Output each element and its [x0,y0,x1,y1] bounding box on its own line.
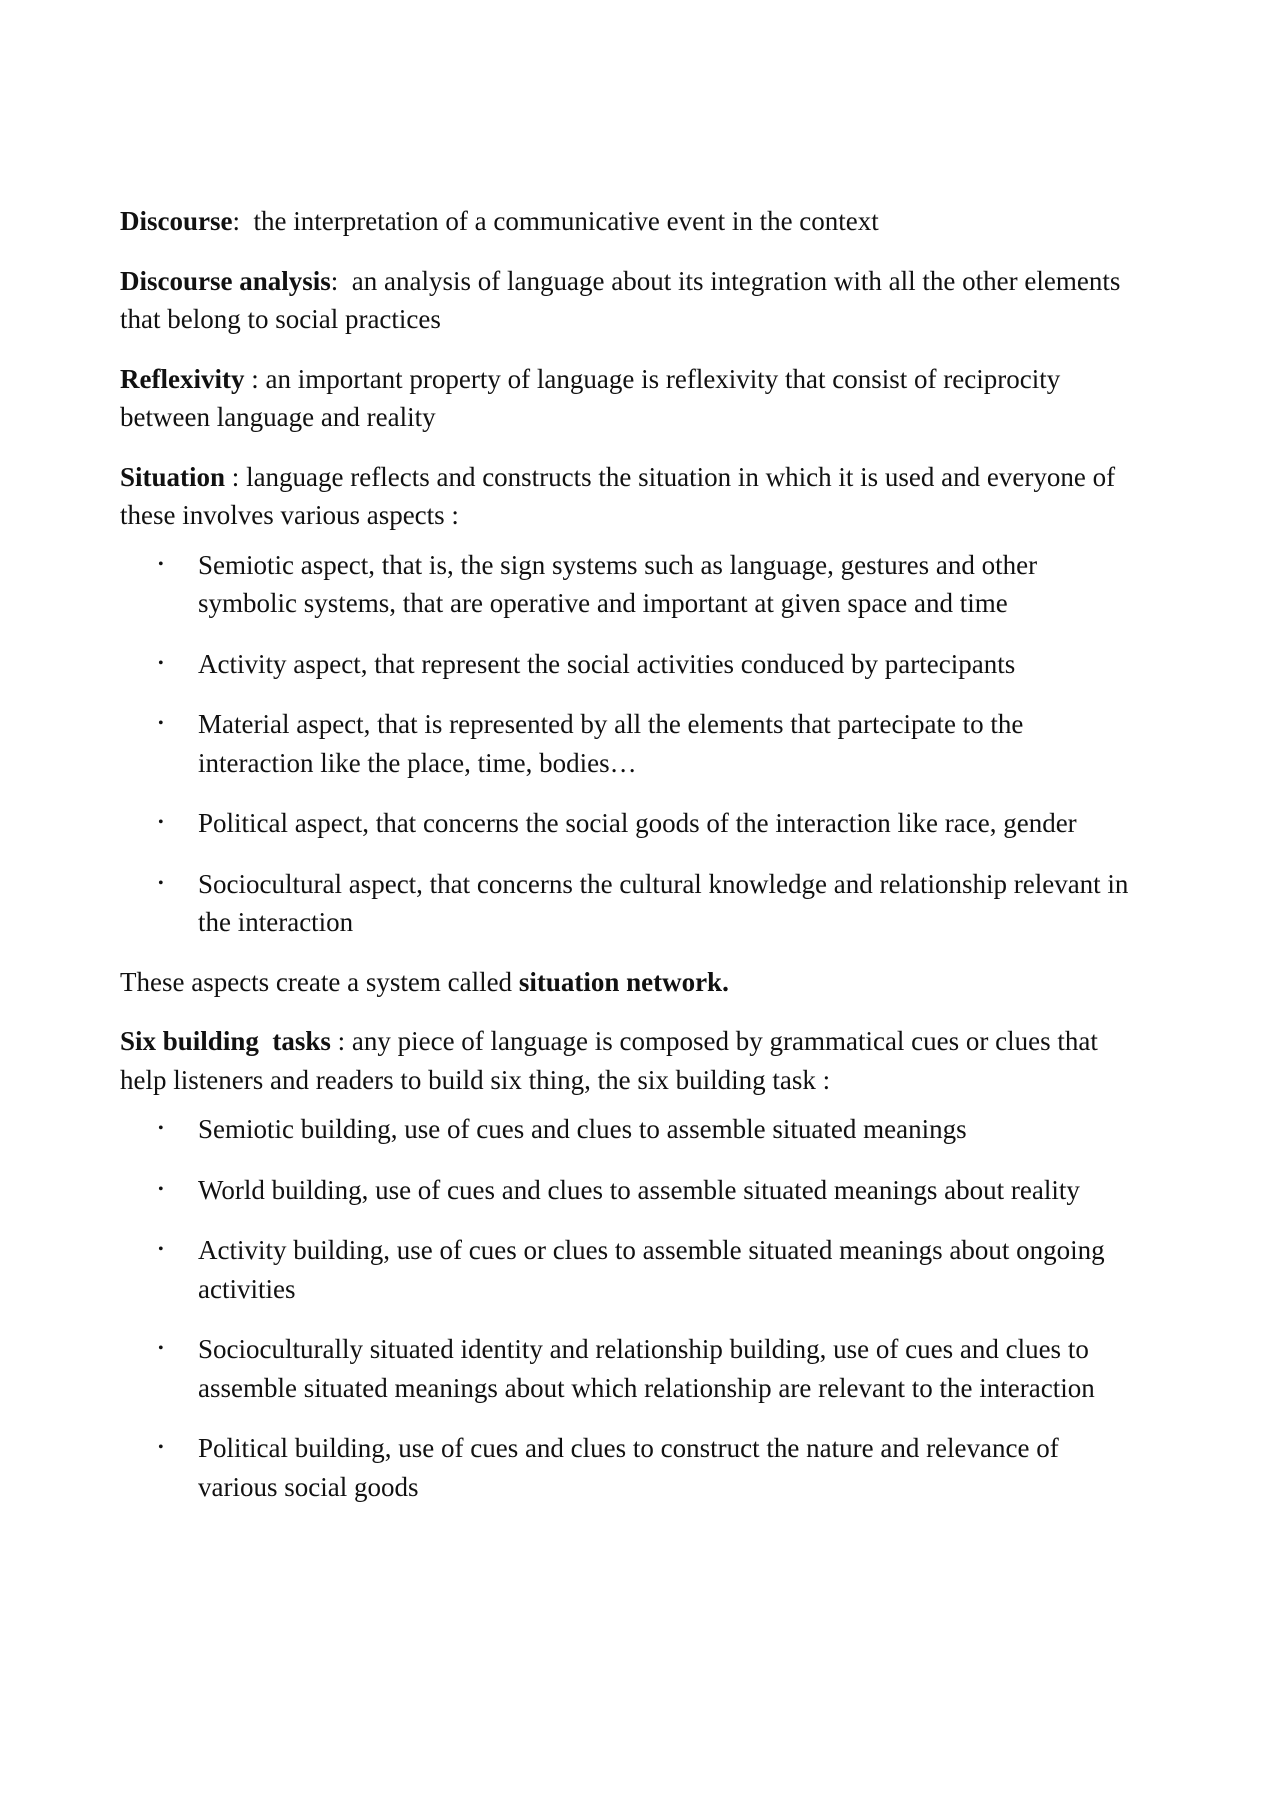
situation-network-term: situation network. [518,966,729,997]
list-item-text: Political aspect, that concerns the social goods of the interaction like race, gender [198,808,1077,838]
list-item [120,1330,1130,1407]
bullet-icon: • [158,555,164,573]
list-item-text: Activity aspect, that represent the social activities conduced by partecipants [198,648,1016,679]
list-item-text: Political building, use of cues and clues to construct the nature and relevance of various social goods [198,1433,1059,1502]
list-item [120,546,1130,623]
separator: : [232,206,254,236]
list-item [120,645,1130,684]
sentence-prefix: These aspects create a system called [120,966,519,997]
list-item [120,705,1130,782]
list-item [120,1171,1130,1210]
list-item [120,865,1130,942]
situation-network-sentence [120,963,1130,1002]
separator: : [330,265,352,296]
situation-aspects-list [120,546,1130,942]
list-item-text: Socioculturally situated identity and relationship building, use of cues and clues to assemble situated meanings about which relationship are relevant to the interaction [198,1334,1095,1403]
list-item-text: World building, use of cues and clues to assemble situated meanings about reality [198,1174,1080,1205]
bullet-icon: • [158,1241,164,1258]
definition-text: an analysis of language about its integration with all the other elements that belong to social practices [120,265,1121,334]
list-item-text: Semiotic aspect, that is, the sign systems such as language, gestures and other symbolic systems, that are operative and important at given space and time [198,549,1038,618]
definition-text: language reflects and constructs the situation in which it is used and everyone of these involves various aspects : [120,461,1116,530]
list-item [120,1110,1130,1149]
bullet-icon: • [158,654,164,672]
definition-text: an important property of language is reflexivity that consist of reciprocity between language and reality [120,363,1061,432]
list-item [120,1429,1130,1506]
list-item-text: Material aspect, that is represented by all the elements that partecipate to the interaction like the place, time, bodies… [198,709,1024,778]
bullet-icon: • [158,715,164,732]
bullet-icon: • [158,1340,164,1357]
term-six-building-tasks: Six building tasks [120,1026,331,1056]
building-tasks-list [120,1110,1130,1506]
definition-six-building-tasks [120,1022,1130,1099]
list-item-text: Semiotic building, use of cues and clues to assemble situated meanings [198,1114,967,1144]
list-item [120,804,1130,843]
bullet-icon: • [158,814,164,831]
definition-discourse-analysis [120,262,1130,339]
list-item-text: Activity building, use of cues or clues to assemble situated meanings about ongoing activities [198,1235,1105,1304]
definition-reflexivity [120,360,1130,437]
bullet-icon: • [158,1180,164,1198]
bullet-icon: • [158,874,164,892]
bullet-icon: • [158,1120,164,1137]
term-discourse-analysis: Discourse analysis [120,265,331,296]
definition-discourse [120,202,1130,241]
definition-text: the interpretation of a communicative event in the context [253,206,879,236]
separator: : [330,1026,352,1056]
bullet-icon: • [158,1439,164,1456]
term-discourse: Discourse [120,206,233,236]
term-situation: Situation [120,461,226,492]
separator: : [244,363,266,394]
definition-situation [120,458,1130,535]
term-reflexivity: Reflexivity [120,363,245,394]
list-item [120,1231,1130,1308]
separator: : [225,461,247,492]
definition-text: any piece of language is composed by grammatical cues or clues that help listeners and readers to build six thing, the six building task : [120,1026,1098,1095]
list-item-text: Sociocultural aspect, that concerns the cultural knowledge and relationship relevant in the interaction [198,868,1129,937]
